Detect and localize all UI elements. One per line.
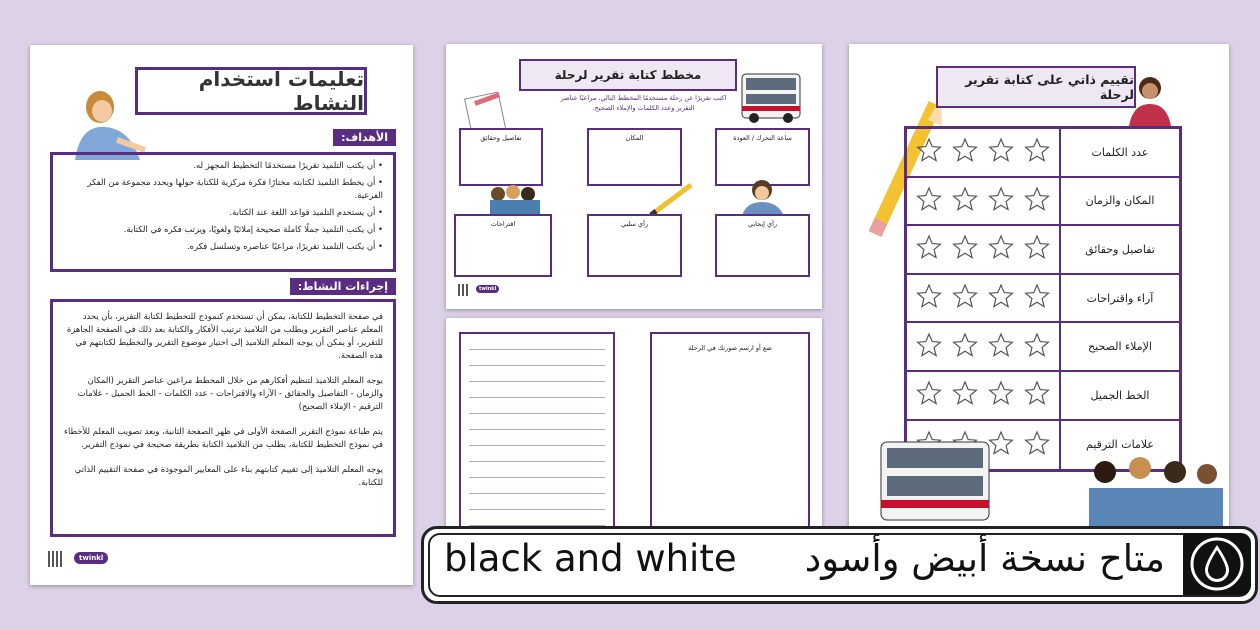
planning-instructions: اكتب تقريرًا عن رحلة مستخدمًا المخطط التالي، مراعيًا عناصر التقرير وعدد الكلمات والإملاء الصحيح. (560, 94, 727, 112)
star-icon[interactable] (1024, 380, 1050, 410)
self-assessment-sheet (849, 44, 1229, 534)
star-icon[interactable] (916, 283, 942, 313)
star-icon[interactable] (1024, 283, 1050, 313)
procedure-heading: إجراءات النشاط: (290, 278, 396, 295)
plan-box-place: المكان (587, 128, 682, 186)
star-icon[interactable] (1024, 137, 1050, 167)
star-icon[interactable] (916, 137, 942, 167)
goals-list (50, 152, 396, 272)
criterion-label: علامات الترقيم (1059, 421, 1179, 470)
goals-heading: الأهداف: (333, 129, 396, 146)
assessment-row (907, 226, 1179, 275)
star-icon[interactable] (916, 234, 942, 264)
star-rating[interactable] (907, 129, 1059, 176)
star-icon[interactable] (952, 283, 978, 313)
star-icon[interactable] (1024, 186, 1050, 216)
ink-drop-icon-panel (1183, 533, 1251, 595)
star-rating[interactable] (907, 178, 1059, 225)
assessment-title: تقييم ذاتي على كتابة تقرير لرحلة (936, 66, 1136, 108)
qr-code-icon (48, 551, 64, 567)
star-icon[interactable] (1024, 234, 1050, 264)
bus-icon (877, 436, 992, 528)
criterion-label: تفاصيل وحقائق (1059, 226, 1179, 273)
qr-code-icon (458, 284, 470, 296)
planning-sheet (446, 44, 822, 309)
plan-box-facts: تفاصيل وحقائق (459, 128, 543, 186)
criterion-label: عدد الكلمات (1059, 129, 1179, 176)
planning-title: مخطط كتابة تقرير لرحلة (519, 59, 737, 91)
availability-banner (421, 526, 1258, 604)
plan-box-suggestions: اقتراحات (454, 214, 552, 277)
goal-item: • أن يخطط التلميذ لكتابته مختارًا فكرة مركزية للكتابة حولها ويحدد مجموعة من الفكر الفرعية. (61, 176, 383, 202)
children-group-illustration (1085, 452, 1225, 532)
draw-box: ضع أو ارسم صورتك في الرحلة (650, 332, 810, 532)
twinkl-logo: twinkl (74, 552, 108, 564)
star-rating[interactable] (907, 323, 1059, 370)
goal-item: • أن يكتب التلميذ جملًا كاملة صحيحة إملائيًا ولغويًا، ويرتب فكره في الكتابة. (61, 223, 383, 236)
goal-item: • أن يكتب التلميذ تقريرًا، مراعيًا عناصره وتسلسل فكره. (61, 240, 383, 253)
criterion-label: الإملاء الصحيح (1059, 323, 1179, 370)
star-icon[interactable] (1024, 430, 1050, 460)
star-icon[interactable] (952, 234, 978, 264)
star-icon[interactable] (916, 332, 942, 362)
writing-lines (459, 332, 615, 532)
plan-box-negative-opinion: رأي سلبي (587, 214, 682, 277)
star-icon[interactable] (1024, 332, 1050, 362)
instructions-sheet (30, 45, 413, 585)
plan-box-positive-opinion: رأي إيجابي (715, 214, 810, 277)
star-icon[interactable] (988, 186, 1014, 216)
star-icon[interactable] (916, 186, 942, 216)
thinking-child-illustration (736, 178, 791, 216)
star-icon[interactable] (988, 234, 1014, 264)
assessment-row (907, 323, 1179, 372)
star-icon[interactable] (916, 380, 942, 410)
assessment-row (907, 275, 1179, 324)
assessment-row (907, 129, 1179, 178)
criterion-label: المكان والزمان (1059, 178, 1179, 225)
star-icon[interactable] (952, 137, 978, 167)
assessment-row (907, 178, 1179, 227)
ink-drop-icon (1183, 533, 1251, 595)
procedure-list (50, 299, 396, 537)
report-sheet (446, 318, 822, 528)
star-icon[interactable] (952, 332, 978, 362)
star-icon[interactable] (988, 137, 1014, 167)
procedure-step: يوجه المعلم التلاميذ لتنظيم أفكارهم من خلال المخطط مراعين عناصر التقرير (المكان والزمان - التفاصيل والحقائق - الآراء والاقتراحات - عدد الكلمات - الخط الجميل - علامات الترقيم - الإملاء الصحيح) (77, 375, 383, 412)
twinkl-logo: twinkl (476, 285, 499, 293)
plan-box-time: ساعة التحرك / العودة (715, 128, 810, 186)
page-title: تعليمات استخدام النشاط (135, 67, 367, 115)
child-illustration (1125, 74, 1175, 126)
procedure-step: يوجه المعلم التلاميذ إلى تقييم كتابتهم بناء على المعايير الموجودة في صفحة التقييم الذاتي للكتابة. (74, 464, 383, 488)
assessment-grid (904, 126, 1182, 472)
criterion-label: آراء واقتراحات (1059, 275, 1179, 322)
assessment-row (907, 372, 1179, 421)
star-rating[interactable] (907, 372, 1059, 419)
goal-item: • أن يكتب التلميذ تقريرًا مستخدمًا التخطيط المجهز له. (61, 159, 383, 172)
banner-text-english: black and white (444, 537, 737, 580)
procedure-step: يتم طباعة نموذج التقرير الصفحة الأولى في ظهر الصفحة الثانية، وبعد تصويب المعلم للأخطاء في نموذج التخطيط للكتابة، يطلب من التلاميذ الكتابة بطريقة صحيحة في نموذج التقرير. (64, 426, 383, 450)
bus-icon (740, 68, 804, 124)
banner-text-arabic: متاح نسخة أبيض وأسود (804, 537, 1165, 580)
goal-item: • أن يستخدم التلميذ قواعد اللغة عند الكتابة. (61, 206, 383, 219)
star-icon[interactable] (952, 186, 978, 216)
criterion-label: الخط الجميل (1059, 372, 1179, 419)
star-rating[interactable] (907, 275, 1059, 322)
star-icon[interactable] (988, 283, 1014, 313)
children-group-illustration (488, 184, 543, 214)
star-icon[interactable] (988, 380, 1014, 410)
star-icon[interactable] (988, 332, 1014, 362)
star-rating[interactable] (907, 226, 1059, 273)
star-icon[interactable] (952, 380, 978, 410)
procedure-step: في صفحة التخطيط للكتابة، يمكن أن تستخدم كنموذج للتخطيط لكتابة التقرير، بأن يحدد المعلم عناصر التقرير ويطلب من التلاميذ ترتيب الأفكار والكتابة بعد ذلك في الصفحة الجاهزة للتقرير، أو يمكن أن يوجه المعلم التلاميذ إلى اختيار موضوع التقرير والتخطيط لكتابتهم في هذه الصفحة. (66, 311, 383, 361)
